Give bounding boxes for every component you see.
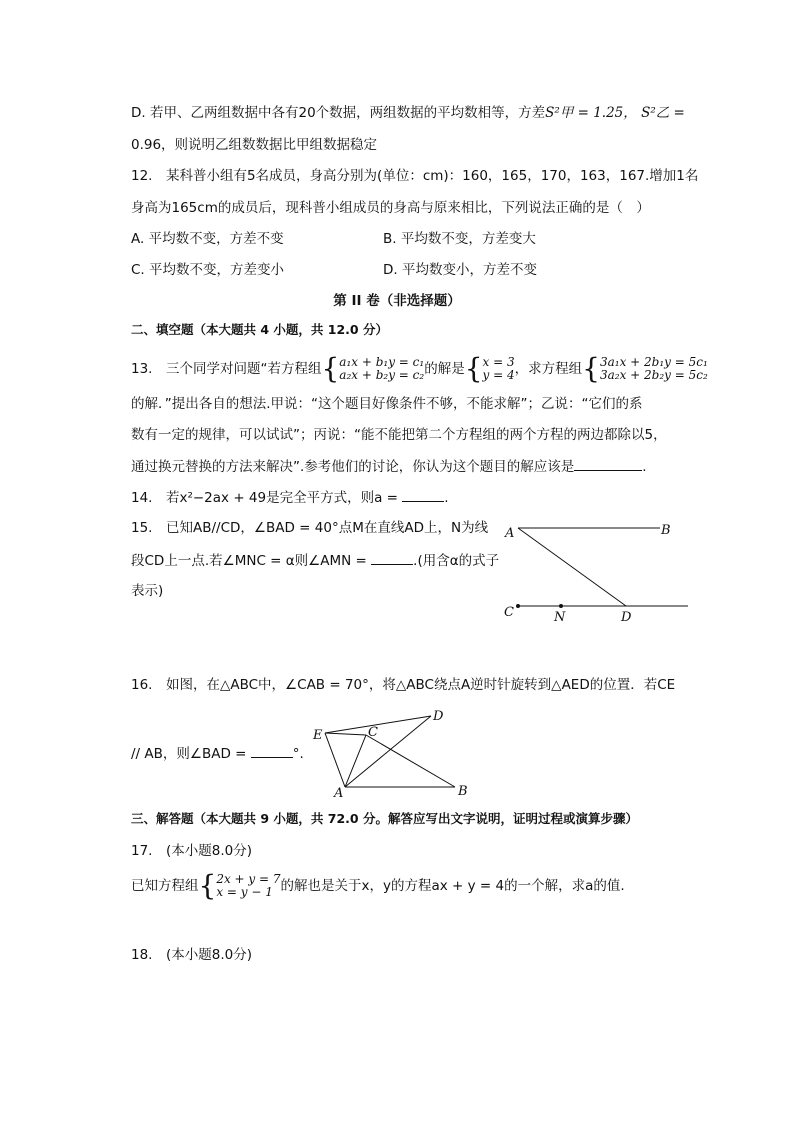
q12-option-c: C. 平均数不变，方差变小	[131, 262, 285, 278]
q14-stem: 14. 若x²−2ax + 49是完全平方式，则a = .	[131, 487, 449, 508]
q13-system-1: {	[321, 352, 340, 385]
section-2-heading: 二、填空题（本大题共 4 小题，共 12.0 分）	[131, 322, 388, 337]
segment-cb	[366, 735, 455, 787]
q12-stem-line1: 12. 某科普小组有5名成员，身高分别为(单位：cm)：160，165，170，163，167.增加1名	[131, 168, 699, 184]
q17-stem: 已知方程组{ 2x + y = 7 x = y − 1 的解也是关于x，y的方程ax + y = 4的一个解，求a的值.	[131, 869, 625, 902]
q13-stem-line2: 的解．”提出各自的想法.甲说：“这个题目好像条件不够，不能求解”；乙说：“它们的系	[131, 396, 643, 412]
q13-solution: x = 3 y = 4	[482, 355, 515, 382]
q13-answer-blank[interactable]	[574, 456, 642, 471]
q15-stem-line2: 段CD上一点.若∠MNC = α则∠AMN = .(用含α的式子	[131, 550, 499, 571]
label-a: A	[505, 526, 515, 541]
q15-answer-blank[interactable]	[371, 550, 413, 565]
label-d: D	[433, 709, 444, 724]
label-n: N	[554, 610, 566, 625]
point-n	[559, 604, 563, 608]
q15-figure	[500, 515, 700, 627]
q12-option-a: A. 平均数不变，方差不变	[131, 231, 284, 247]
segment-ad	[518, 528, 626, 606]
q13-stem-line4: 通过换元替换的方法来解决”.参考他们的讨论，你认为这个题目的解应该是 .	[131, 456, 647, 477]
q18-title: 18. (本小题8.0分)	[131, 947, 252, 963]
q16-stem-line1: 16. 如图，在△ABC中，∠CAB = 70°，将△ABC绕点A逆时针旋转到△AED的位置．若CE	[131, 677, 676, 693]
q16-answer-blank[interactable]	[251, 743, 293, 758]
q13-stem-line3: 数有一定的规律，可以试试”；丙说：“能不能把第二个方程组的两个方程的两边都除以5，	[131, 427, 667, 443]
segment-ec	[325, 733, 366, 735]
q13-system-2: 3a₁x + 2b₁y = 5c₁ 3a₂x + 2b₂y = 5c₂	[599, 355, 708, 382]
q15-stem-line1: 15. 已知AB//CD，∠BAD = 40°点M在直线AD上，N为线	[131, 520, 489, 536]
label-b: B	[458, 784, 468, 799]
q12-option-b: B. 平均数不变，方差变大	[383, 231, 536, 247]
q17-system: 2x + y = 7 x = y − 1	[216, 872, 281, 899]
q16-stem-line2: // AB，则∠BAD = °.	[131, 743, 304, 764]
label-b: B	[661, 523, 671, 538]
segment-ac	[345, 735, 366, 787]
q17-title: 17. (本小题8.0分)	[131, 843, 252, 859]
section-2-title: 第 II 卷（非选择题）	[333, 293, 461, 309]
label-c: C	[368, 725, 378, 740]
label-d: D	[621, 610, 632, 625]
segment-ad	[345, 716, 431, 787]
q11-option-d-line2: 0.96，则说明乙组数数据比甲组数据稳定	[131, 137, 378, 153]
label-e: E	[313, 728, 323, 743]
section-3-heading: 三、解答题（本大题共 9 小题，共 72.0 分。解答应写出文字说明，证明过程或演算步骤）	[131, 811, 638, 826]
q12-stem-line2: 身高为165cm的成员后，现科普小组成员的身高与原来相比，下列说法正确的是（ ）	[131, 200, 650, 216]
segment-ea	[325, 733, 345, 787]
label-c: C	[504, 605, 514, 620]
q13-stem-line1: 13. 三个同学对问题“若方程组{ a₁x + b₁y = c₁ a₂x + b₂y = c₂ 的解是{ x = 3 y = 4 ，求方程组{ 3a₁x + 2b₁y = 5c₁ 3a₂x + 2b₂y = 5c₂	[131, 352, 708, 385]
q11-option-d-line1: D. 若甲、乙两组数据中各有20个数据，两组数据的平均数相等，方差S²甲 = 1.25， S²乙 =	[131, 105, 685, 121]
point-c	[516, 604, 520, 608]
q16-figure	[308, 705, 478, 800]
q15-stem-line3: 表示)	[131, 583, 164, 599]
label-a: A	[334, 786, 344, 800]
segment-ed	[325, 716, 431, 733]
q12-option-d: D. 平均数变小，方差不变	[383, 262, 537, 278]
q14-answer-blank[interactable]	[402, 487, 444, 502]
